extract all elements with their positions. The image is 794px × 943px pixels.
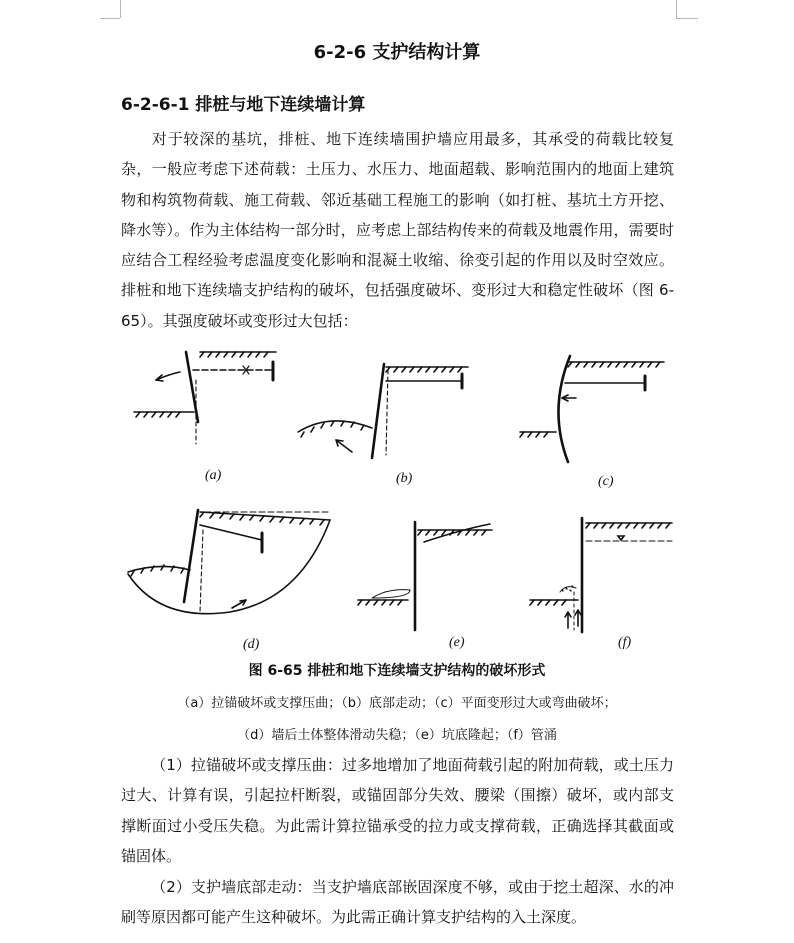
paragraph-intro	[121, 124, 674, 336]
section-title: 6-2-6 支护结构计算	[313, 42, 481, 63]
failure-modes-figure	[121, 340, 681, 660]
paragraph-item-2-text: （2）支护墙底部走动：当支护墙底部嵌固深度不够，或由于挖土超深、水的冲刷等原因都可能产生这种破坏。为此需正确计算支护结构的入土深度。	[121, 878, 674, 927]
paragraph-item-1-text: （1）拉锚破坏或支撑压曲：过多地增加了地面荷载引起的附加荷载，或土压力过大、计算有误，引起拉杆断裂，或锚固部分失效、腰梁（围擦）破坏，或内部支撑断面过小受压失稳。为此需计算拉锚承受的拉力或支撑荷载，正确选择其截面或锚固体。	[121, 756, 674, 865]
diagram-b	[298, 364, 468, 458]
paragraph-item-2	[121, 872, 674, 933]
page-corner-mark-left	[120, 0, 121, 18]
paragraph-intro-text: 对于较深的基坑，排桩、地下连续墙围护墙应用最多，其承受的荷载比较复杂，一般应考虑下述荷载：土压力、水压力、地面超载、影响范围内的地面上建筑物和构筑物荷载、施工荷载、邻近基础工程施工的影响（如打桩、基坑土方开挖、降水等）。作为主体结构一部分时，应考虑上部结构传来的荷载及地震作用，需要时应结合工程经验考虑温度变化影响和混凝土收缩、徐变引起的作用以及时空效应。排桩和地下连续墙支护结构的破坏，包括强度破坏、变形过大和稳定性破坏（图 6-65）。其强度破坏或变形过大包括：	[121, 130, 674, 330]
page-corner-mark-right	[676, 0, 677, 18]
figure-caption-line-2: （d）墙后土体整体滑动失稳；（e）坑底隆起；（f）管涌	[237, 728, 557, 743]
label-d: (d)	[243, 637, 260, 652]
figure-caption-title: 图 6-65 排桩和地下连续墙支护结构的破坏形式	[248, 663, 546, 679]
diagram-d	[128, 510, 330, 614]
diagram-a	[134, 352, 276, 444]
page-corner-mark-left-h	[100, 18, 120, 19]
subsection-title: 6-2-6-1 排桩与地下连续墙计算	[121, 95, 366, 115]
label-f: (f)	[618, 635, 632, 650]
label-e: (e)	[449, 635, 465, 650]
page-corner-mark-right-h	[676, 18, 698, 19]
paragraph-item-1	[121, 750, 674, 871]
diagram-c	[520, 356, 664, 462]
diagram-e	[358, 522, 492, 630]
label-c: (c)	[598, 474, 614, 489]
diagram-f	[530, 518, 672, 632]
label-b: (b)	[396, 471, 413, 486]
label-a: (a)	[205, 468, 222, 483]
figure-caption-line-1: （a）拉锚破坏或支撑压曲；（b）底部走动；（c）平面变形过大或弯曲破坏；	[177, 696, 617, 711]
